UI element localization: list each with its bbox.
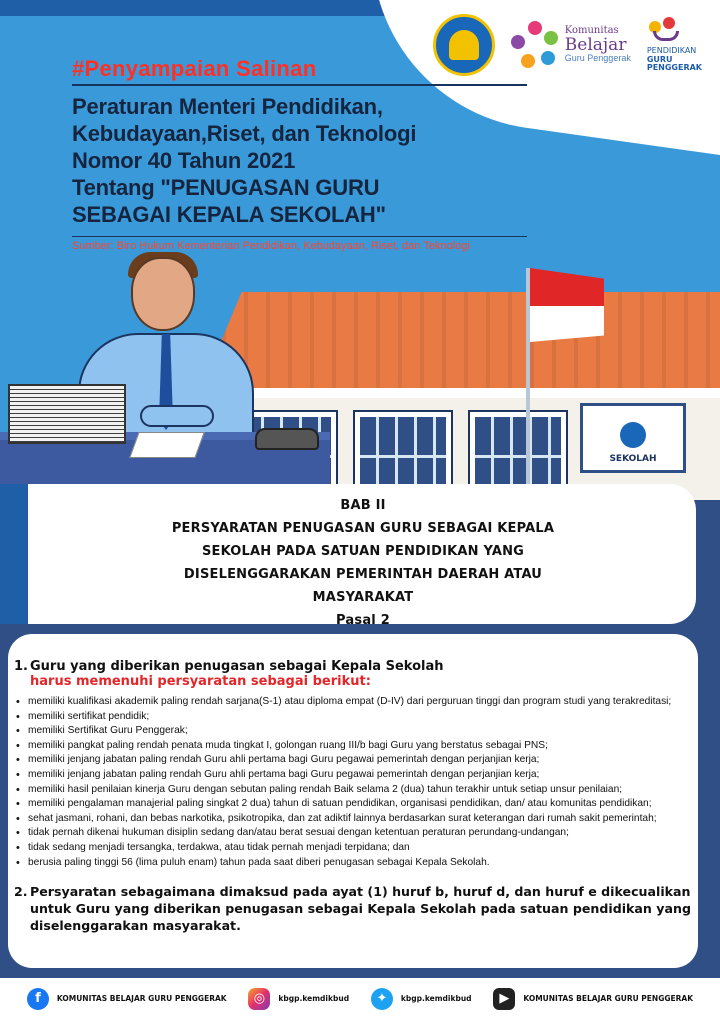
title-line: Tentang "PENUGASAN GURU [72,175,380,200]
man-arm [140,405,214,427]
school-window [470,412,566,490]
school-sign [580,403,686,473]
bab-heading [30,494,696,632]
bab-accent [0,484,28,624]
people-circle-icon [511,21,559,69]
list-item: • tidak pernah dikenai hukuman disiplin sedang dan/atau berat sesuai dengan ketentuan peraturan perundang-undangan; [14,826,694,841]
instagram-handle: kbgp.kemdikbud [278,994,350,1003]
bab-line: BAB II [340,498,386,513]
list-item: • memiliki kualifikasi akademik paling rendah sarjana(S-1) atau diploma empat (D-IV) dari perguruan tinggi dan program studi yang terakreditasi; [14,695,694,710]
belajar-label: Belajar [564,34,627,55]
bab-line: PERSYARATAN PENUGASAN GURU SEBAGAI KEPALA [171,521,555,536]
facebook-handle: KOMUNITAS BELAJAR GURU PENGGERAK [56,994,227,1003]
list-item: • memiliki jenjang jabatan paling rendah Guru ahli pertama bagi Guru pegawai pemerintah dengan perjanjian kerja; [14,753,694,768]
bab-line: DISELENGGARAKAN PEMERINTAH DAERAH ATAU [183,567,543,582]
guru-penggerak-label: Guru Penggerak [564,53,631,64]
social-footer [0,978,720,1019]
item-2-line: Persyaratan sebagaimana dimaksud pada ayat (1) huruf b, huruf d, dan huruf e dikecualikan [30,884,691,900]
bab-line: MASYARAKAT [312,590,414,605]
divider [72,84,527,86]
list-item: • sehat jasmani, rohani, dan bebas narkotika, psikotropika, dan zat adiktif lainnya berdasarkan surat keterangan dari rumah sakit pemerintah; [14,812,694,827]
telephone-icon [255,428,319,450]
requirement-list [14,695,694,870]
divider [72,236,527,237]
pgp-mark-icon [647,17,685,47]
kemdikbud-logo-icon [433,14,495,76]
title-line: Kebudayaan,Riset, dan Teknologi [72,121,417,146]
twitter-link[interactable] [371,988,472,1010]
item-number: 2. [14,884,28,900]
item-number: 1. [14,659,28,674]
youtube-handle: KOMUNITAS BELAJAR GURU PENGGERAK [523,994,694,1003]
list-item: • memiliki hasil penilaian kinerja Guru dengan sebutan paling rendah Baik selama 2 (dua) tahun terakhir untuk setiap unsur penilaian; [14,783,694,798]
list-item: • memiliki pangkat paling rendah penata muda tingkat I, golongan ruang III/b bagi Guru yang berstatus sebagai PNS; [14,739,694,754]
flag-red-stripe [530,268,604,306]
logo-row [433,14,702,76]
youtube-link[interactable] [493,988,693,1010]
flag-pole [526,268,530,500]
pgp-line-1: PENDIDIKAN [646,45,697,55]
twitter-icon: ✦ [371,988,393,1010]
hero-illustration [0,0,720,500]
item-1-heading: Guru yang diberikan penugasan sebagai Kepala Sekolah [30,659,444,674]
source-note: Sumber: Biro Hukum Kementerian Pendidikan, Kebudayaan, Riset, dan Teknologi [72,240,470,252]
list-item: • memiliki pengalaman manajerial paling singkat 2 dua) tahun di satuan pendidikan, organisasi pendidikan, dan/ atau komunitas pendidikan; [14,797,694,812]
requirement-item-1 [14,659,694,689]
requirement-item-2 [14,883,694,934]
instagram-icon: ◎ [248,988,270,1010]
hashtag-heading: #Penyampaian Salinan [72,56,317,81]
man-head [131,257,195,331]
item-2-line: untuk Guru yang diberikan penugasan sebagai Kepala Sekolah pada satuan pendidikan yang [30,901,691,917]
twitter-handle: kbgp.kemdikbud [400,994,472,1003]
facebook-icon: f [27,988,49,1010]
komunitas-belajar-logo [511,21,631,69]
item-2-line: diselenggarakan masyarakat. [30,918,241,934]
page-title [72,93,542,228]
bab-line: SEKOLAH PADA SATUAN PENDIDIKAN YANG [201,544,525,559]
facebook-link[interactable] [27,988,227,1010]
school-roof-tiles [200,292,720,392]
paper-stack [8,384,126,444]
school-window [355,412,451,490]
pgp-line-2: GURU [646,54,673,64]
document-sheet [129,432,204,458]
item-1-subheading: harus memenuhi persyaratan sebagai berikut: [30,674,371,689]
list-item: • memiliki sertifikat pendidik; [14,710,694,725]
youtube-icon: ▶ [493,988,515,1010]
title-line: Peraturan Menteri Pendidikan, [72,94,383,119]
pgp-line-3: PENGGERAK [646,63,702,73]
list-item: • tidak sedang menjadi tersangka, terdakwa, atau tidak pernah menjadi terpidana; dan [14,841,694,856]
list-item: • memiliki Sertifikat Guru Penggerak; [14,724,694,739]
pasal-label: Pasal 2 [336,613,390,628]
school-sign-text: SEKOLAH [609,454,657,464]
title-line: Nomor 40 Tahun 2021 [72,148,296,173]
regulation-content [14,659,694,934]
instagram-link[interactable] [248,988,349,1010]
school-emblem-icon [620,422,646,448]
pendidikan-guru-penggerak-logo [647,17,702,73]
list-item: • memiliki jenjang jabatan paling rendah Guru ahli pertama bagi Guru pegawai pemerintah dengan perjanjian kerja; [14,768,694,783]
komunitas-label: Komunitas [564,25,619,37]
title-line: SEBAGAI KEPALA SEKOLAH" [72,202,386,227]
list-item: • berusia paling tinggi 56 (lima puluh enam) tahun pada saat diberi penugasan sebagai Kepala Sekolah. [14,856,694,871]
school-eave [196,388,720,398]
